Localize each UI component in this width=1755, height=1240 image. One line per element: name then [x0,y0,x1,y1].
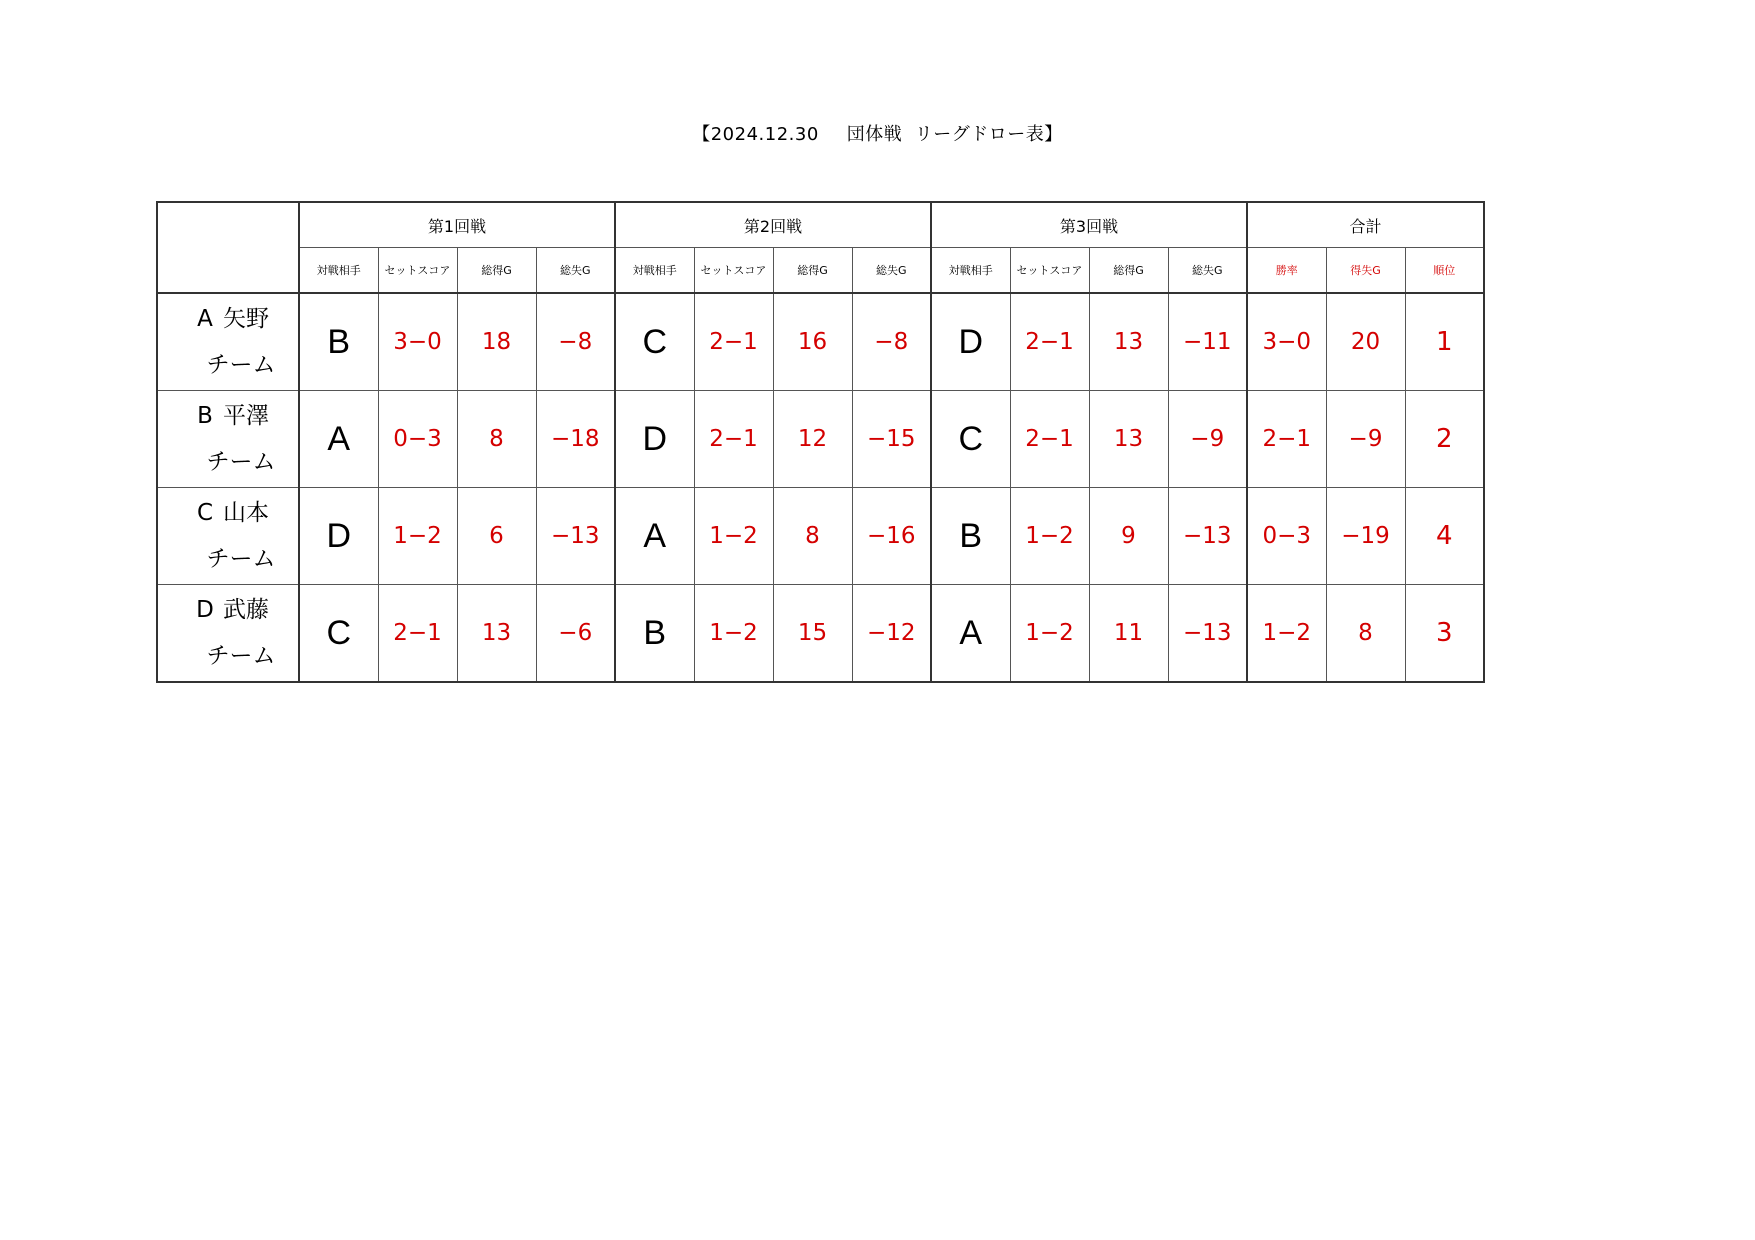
round-1-set: 1−2 [378,488,457,585]
team-suffix: チーム [206,352,276,378]
round-3-opp: D [931,293,1010,391]
team-name-cell [157,585,299,683]
round-2-opp: D [615,391,694,488]
round-1-lost: −13 [536,488,615,585]
round-2-opp: B [615,585,694,683]
round-3-set: 1−2 [1010,585,1089,683]
round-2-set: 2−1 [694,293,773,391]
sub-header-r1-2: 総得G [457,248,536,294]
total-diff: 20 [1326,293,1405,391]
team-row [157,391,1484,488]
total-sub-header-0: 勝率 [1247,248,1326,294]
round-3-set: 1−2 [1010,488,1089,585]
total-rate: 3−0 [1247,293,1326,391]
team-letter: B [197,403,213,429]
title-label: 団体戦 [846,124,903,145]
team-suffix: チーム [206,643,276,669]
round-1-won: 18 [457,293,536,391]
round-1-set: 2−1 [378,585,457,683]
round-1-opp: D [299,488,378,585]
round-2-set: 1−2 [694,488,773,585]
round-2-won: 12 [773,391,852,488]
round-2-opp: C [615,293,694,391]
round-1-set: 0−3 [378,391,457,488]
sub-header-r1-0: 対戦相手 [299,248,378,294]
round-1-lost: −18 [536,391,615,488]
round-3-opp: A [931,585,1010,683]
team-row [157,488,1484,585]
round-2-won: 8 [773,488,852,585]
total-rate: 2−1 [1247,391,1326,488]
round-2-lost: −15 [852,391,931,488]
round-3-opp: C [931,391,1010,488]
sub-header-r2-0: 対戦相手 [615,248,694,294]
total-sub-header-2: 順位 [1405,248,1484,294]
team-letter: D [196,597,214,623]
team-name: 山本 [223,500,269,526]
round-3-set: 2−1 [1010,391,1089,488]
total-diff: −9 [1326,391,1405,488]
total-rank: 4 [1405,488,1484,585]
round-3-lost: −13 [1168,585,1247,683]
title-date: 【2024.12.30 [692,124,819,145]
round-1-won: 6 [457,488,536,585]
round-2-lost: −8 [852,293,931,391]
total-rate: 1−2 [1247,585,1326,683]
sub-header-r1-1: セットスコア [378,248,457,294]
round-2-opp: A [615,488,694,585]
sub-header-r3-2: 総得G [1089,248,1168,294]
round-1-lost: −8 [536,293,615,391]
round-2-won: 16 [773,293,852,391]
round-3-lost: −13 [1168,488,1247,585]
total-rank: 1 [1405,293,1484,391]
total-header: 合計 [1247,202,1484,248]
round-1-header: 第1回戦 [299,202,615,248]
round-3-won: 13 [1089,391,1168,488]
total-sub-header-1: 得失G [1326,248,1405,294]
team-suffix: チーム [206,546,276,572]
round-1-lost: −6 [536,585,615,683]
sub-header-r3-1: セットスコア [1010,248,1089,294]
round-3-header: 第3回戦 [931,202,1247,248]
total-rank: 2 [1405,391,1484,488]
team-name-cell [157,293,299,391]
corner-cell [157,202,299,293]
total-rate: 0−3 [1247,488,1326,585]
round-3-opp: B [931,488,1010,585]
round-3-won: 13 [1089,293,1168,391]
round-2-set: 2−1 [694,391,773,488]
round-3-set: 2−1 [1010,293,1089,391]
team-letter: C [196,500,214,526]
round-2-set: 1−2 [694,585,773,683]
round-2-lost: −16 [852,488,931,585]
round-3-lost: −11 [1168,293,1247,391]
total-diff: 8 [1326,585,1405,683]
team-name: 矢野 [223,306,269,332]
sub-header-r2-1: セットスコア [694,248,773,294]
round-1-opp: C [299,585,378,683]
sub-header-row [157,248,1484,294]
round-1-set: 3−0 [378,293,457,391]
round-2-lost: −12 [852,585,931,683]
round-1-won: 8 [457,391,536,488]
team-name: 武藤 [223,597,269,623]
round-1-opp: B [299,293,378,391]
team-letter: A [197,306,213,332]
sub-header-r2-2: 総得G [773,248,852,294]
team-name-cell [157,488,299,585]
total-diff: −19 [1326,488,1405,585]
sub-header-r2-3: 総失G [852,248,931,294]
team-row [157,293,1484,391]
title-subtitle: リーグドロー表】 [914,124,1063,145]
round-3-won: 11 [1089,585,1168,683]
team-name-cell [157,391,299,488]
round-1-won: 13 [457,585,536,683]
sub-header-r3-3: 総失G [1168,248,1247,294]
round-3-lost: −9 [1168,391,1247,488]
page-title [0,120,1755,146]
total-rank: 3 [1405,585,1484,683]
sub-header-r3-0: 対戦相手 [931,248,1010,294]
round-1-opp: A [299,391,378,488]
team-suffix: チーム [206,449,276,475]
round-2-header: 第2回戦 [615,202,931,248]
team-name: 平澤 [223,403,269,429]
league-table [156,201,1485,683]
round-3-won: 9 [1089,488,1168,585]
team-row [157,585,1484,683]
round-header-row [157,202,1484,248]
sub-header-r1-3: 総失G [536,248,615,294]
round-2-won: 15 [773,585,852,683]
